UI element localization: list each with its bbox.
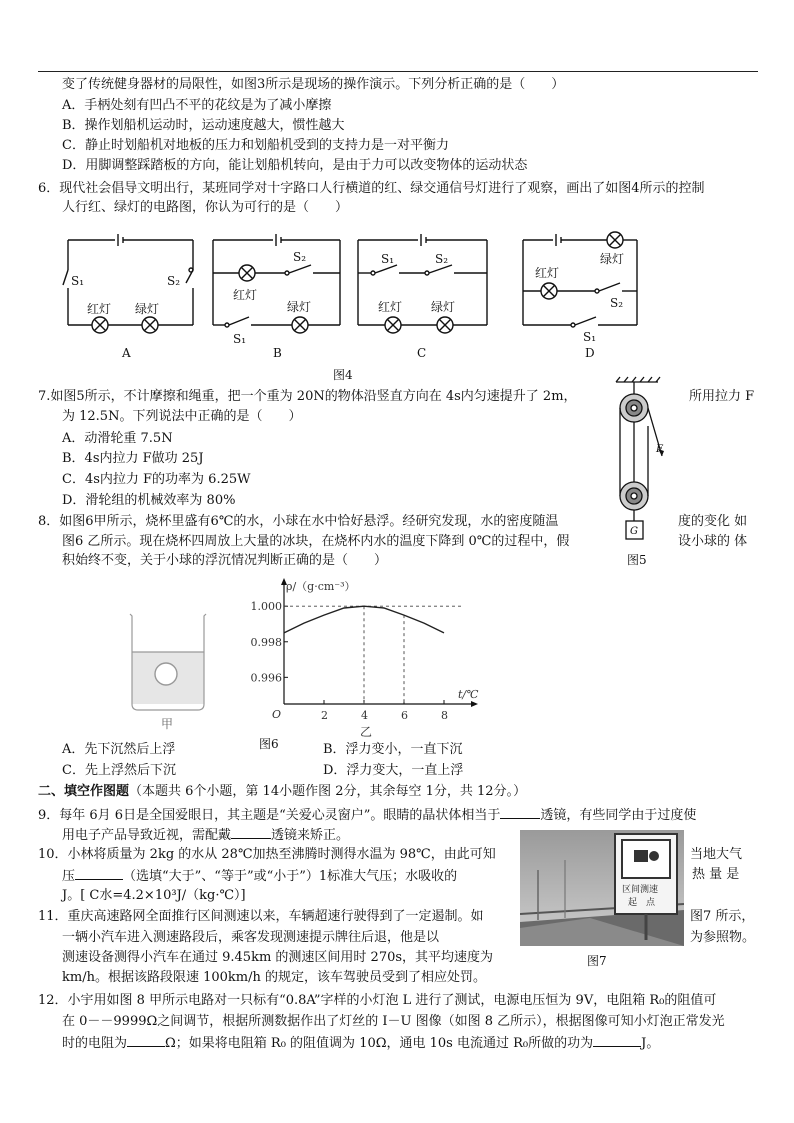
- q12-line2: 在 0－－9999Ω之间调节，根据所测数据作出了灯丝的 I－U 图像（如图 8 乙所示），根据图像可知小灯泡正常发光: [62, 1014, 725, 1029]
- y-tick-label: 0.998: [250, 635, 282, 649]
- q9-blank-2[interactable]: [231, 825, 271, 839]
- q10-part2b: （选填“大于”、“等于”或“小于”）1标准大气压；水吸收的: [123, 869, 458, 884]
- circuit-c-s1: S₁: [381, 252, 395, 266]
- q7-option-b: B．4s内拉力 F做功 25J: [62, 451, 204, 466]
- q12-blank-2[interactable]: [593, 1033, 641, 1047]
- q10-line1b: 当地大气: [690, 847, 743, 862]
- q9-blank-1[interactable]: [500, 805, 540, 819]
- x-tick-label: 8: [441, 709, 448, 722]
- figure-4-label: 图4: [333, 368, 353, 382]
- figure-6b-density-chart: [236, 578, 496, 746]
- q7-stem-line1b: 所用拉力 F: [689, 389, 755, 404]
- x-axis-label: t/℃: [458, 688, 479, 701]
- figure-6b-label: 乙: [360, 725, 373, 739]
- figure-7-label: 图7: [587, 954, 607, 968]
- q9-part3: 用电子产品导致近视，需配戴: [62, 828, 232, 843]
- circuit-d-red: 红灯: [535, 266, 560, 280]
- circuit-c: [358, 234, 487, 333]
- q8-option-d: D．浮力变大，一直上浮: [323, 763, 464, 778]
- q8-stem-line3: 积始终不变，关于小球的浮沉情况判断正确的是（ ）: [62, 553, 388, 568]
- x-axis-arrow: [471, 701, 478, 707]
- q6-stem-line2: 人行红、绿灯的电路图，你认为可行的是（ ）: [62, 200, 349, 215]
- q8-stem-line2b: 设小球的 体: [678, 534, 748, 549]
- circuit-b: [213, 234, 340, 333]
- circuit-d-s1: S₁: [583, 330, 597, 344]
- q7-option-d: D．滑轮组的机械效率为 80%: [62, 493, 236, 508]
- q8-option-b: B．浮力变小，一直下沉: [323, 742, 463, 757]
- q11-line3: 测速设备测得小汽车在通过 9.45km 的测速区间用时 270s，其平均速度为: [62, 950, 494, 965]
- q9-part2: 透镜，有些同学由于过度使: [540, 808, 697, 823]
- q12-line3: [62, 1033, 659, 1053]
- circuit-a-red: 红灯: [87, 302, 112, 316]
- q9-part1: 9．每年 6月 6日是全国爱眼日，其主题是“关爱心灵窗户”。眼睛的晶状体相当于: [38, 808, 501, 823]
- q5-option-b: B．操作划船机运动时，运动速度越大，惯性越大: [62, 118, 345, 133]
- circuit-d-letter: D: [585, 346, 595, 360]
- circuit-a-green: 绿灯: [135, 302, 160, 316]
- q5-option-c: C．静止时划船机对地板的压力和划船机受到的支持力是一对平衡力: [62, 138, 449, 153]
- y-axis-label: ρ/（g·cm⁻³）: [286, 580, 356, 593]
- circuit-b-letter: B: [273, 346, 282, 360]
- figure-6a-beaker: [122, 606, 222, 731]
- q8-stem-line1b: 度的变化 如: [678, 514, 748, 529]
- circuit-b-s2: S₂: [293, 250, 307, 264]
- q8-stem-line2a: 图6 乙所示。现在烧杯四周放上大量的冰块，在烧杯内水的温度下降到 0℃的过程中，假: [62, 534, 570, 549]
- q10-line3: J。[ C水=4.2×10³J/（kg·℃）]: [62, 888, 246, 903]
- figure-5-label: 图5: [627, 553, 647, 567]
- circuit-a-s2: S₂: [167, 274, 181, 288]
- circuit-c-red: 红灯: [378, 300, 403, 314]
- q10-line2: [62, 866, 457, 886]
- q8-option-c: C．先上浮然后下沉: [62, 763, 176, 778]
- figure-7-speed-camera-photo: [520, 830, 684, 946]
- q8-option-a: A．先下沉然后上浮: [62, 742, 176, 757]
- x-tick-label: 4: [361, 709, 368, 722]
- section-2-heading: [38, 783, 526, 801]
- q7-option-c: C．4s内拉力 F的功率为 6.25W: [62, 472, 251, 487]
- origin-label: O: [272, 708, 282, 721]
- q9-line2: [62, 825, 349, 845]
- q10-blank-1[interactable]: [75, 866, 123, 880]
- circuit-b-red: 红灯: [233, 288, 258, 302]
- circuit-b-s1: S₁: [233, 332, 247, 346]
- q11-line2a: 一辆小汽车进入测速路段后，乘客发现测速提示牌往后退，他是以: [62, 930, 440, 945]
- figure-6a-label: 甲: [161, 717, 174, 731]
- circuit-b-green: 绿灯: [287, 300, 312, 314]
- q8-stem-line1a: 8．如图6甲所示，烧杯里盛有6℃的水，小球在水中恰好悬浮。经研究发现，水的密度随温: [38, 514, 559, 529]
- q5-option-a: A．手柄处刻有凹凸不平的花纹是为了减小摩擦: [62, 98, 332, 113]
- y-tick-label: 1.000: [250, 600, 282, 614]
- q7-stem-line1a: 7.如图5所示，不计摩擦和绳重，把一个重为 20N的物体沿竖直方向在 4s内匀速提升了 2m，: [38, 389, 577, 404]
- section-2-title: 二、填空作图题: [38, 784, 130, 799]
- figure-7-sign-text-2: 起 点: [628, 898, 656, 908]
- y-tick-label: 0.996: [250, 671, 282, 685]
- q9-part4: 透镜来矫正。: [271, 828, 350, 843]
- q10-line1a: 10．小林将质量为 2kg 的水从 28℃加热至沸腾时测得水温为 98℃，由此可知: [38, 847, 496, 862]
- q12-part3c: J。: [641, 1036, 660, 1051]
- q10-part2a: 压: [62, 869, 76, 884]
- q5-option-d: D．用脚调整踩踏板的方向，能让划船机转向，是由于力可以改变物体的运动状态: [62, 158, 528, 173]
- figure-5-force-label: F: [656, 444, 663, 455]
- header-rule: [38, 71, 758, 72]
- q9-line1: [38, 805, 696, 825]
- q12-line1: 12．小宇用如图 8 甲所示电路对一只标有“0.8A”字样的小灯泡 L 进行了测试，电源电压恒为 9V，电阻箱 R₀的阻值可: [38, 993, 717, 1008]
- q7-stem-line2: 为 12.5N。下列说法中正确的是（ ）: [62, 409, 302, 424]
- q11-line4: km/h。根据该路段限速 100km/h 的规定，该车驾驶员受到了相应处罚。: [62, 970, 486, 985]
- q12-part3a: 时的电阻为: [62, 1036, 128, 1051]
- figure-4-circuits: [55, 225, 655, 365]
- figure-5-pulley: [608, 376, 676, 551]
- x-tick-label: 2: [321, 709, 328, 722]
- figure-7-sign-text-1: 区间测速: [622, 885, 659, 895]
- q12-part3b: Ω；如果将电阻箱 R₀ 的阻值调为 10Ω，通电 10s 电流通过 R₀所做的功为: [165, 1036, 594, 1051]
- circuit-c-s2: S₂: [435, 252, 449, 266]
- q11-line1b: 图7 所示，: [690, 909, 755, 924]
- circuit-d-s2: S₂: [610, 296, 624, 310]
- q5-stem: 变了传统健身器材的局限性，如图3所示是现场的操作演示。下列分析正确的是（ ）: [62, 77, 565, 92]
- q6-stem-line1: 6．现代社会倡导文明出行，某班同学对十字路口人行横道的红、绿交通信号灯进行了观察，画出了如图4所示的控制: [38, 181, 705, 196]
- figure-5-weight-label: G: [630, 526, 638, 537]
- circuit-a-s1: S₁: [71, 274, 85, 288]
- x-tick-label: 6: [401, 709, 408, 722]
- figure-6-label: 图6: [259, 737, 279, 751]
- q7-option-a: A．动滑轮重 7.5N: [62, 431, 173, 446]
- section-2-note: （本题共 6个小题，第 14小题作图 2分，其余每空 1分，共 12分。）: [129, 784, 527, 799]
- circuit-d-green: 绿灯: [600, 252, 625, 266]
- q11-line2b: 为参照物。: [690, 930, 756, 945]
- q12-blank-1[interactable]: [127, 1033, 165, 1047]
- q10-line2c: 热 量 是: [692, 867, 740, 882]
- q11-line1a: 11．重庆高速路网全面推行区间测速以来，车辆超速行驶得到了一定遏制。如: [38, 909, 484, 924]
- circuit-a-letter: A: [122, 346, 131, 360]
- circuit-c-letter: C: [417, 346, 427, 360]
- circuit-c-green: 绿灯: [431, 300, 456, 314]
